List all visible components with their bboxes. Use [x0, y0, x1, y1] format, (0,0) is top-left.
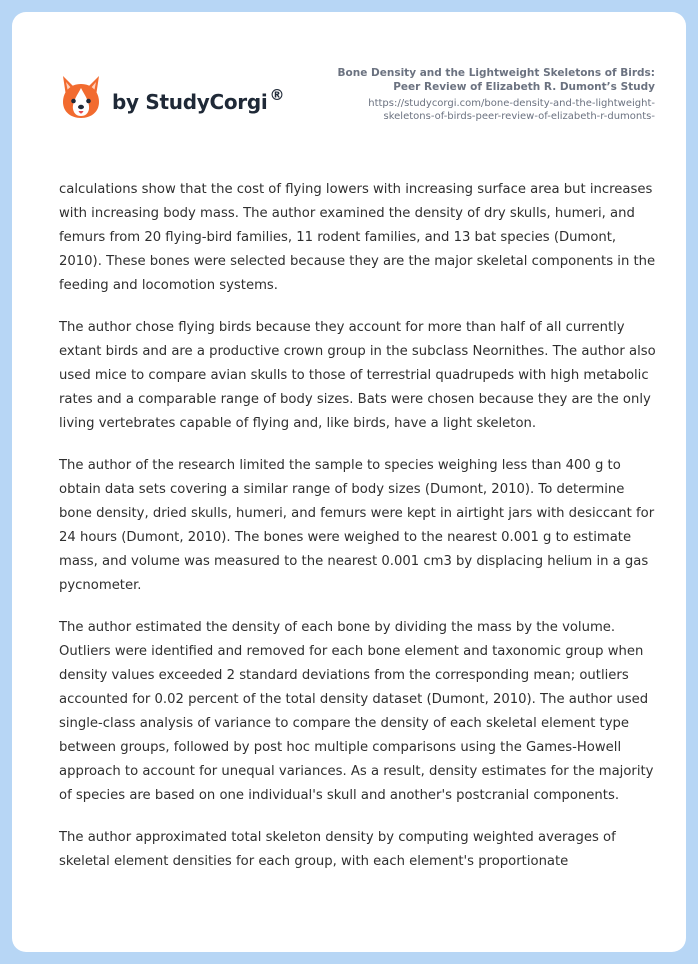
- registered-mark: ®: [269, 86, 285, 104]
- article-body: [59, 178, 657, 892]
- document-title: [325, 66, 655, 94]
- studycorgi-logo[interactable]: [60, 74, 284, 120]
- page-header: [12, 12, 686, 152]
- document-url-line-2: skeletons-of-birds-peer-review-of-elizabeth-r-dumonts-: [383, 111, 655, 122]
- paragraph: The author approximated total skeleton density by computing weighted averages of skeletal element densities for each group, with each element's proportionate: [59, 830, 616, 869]
- brand-name: by StudyCorgi ®: [112, 86, 285, 114]
- document-page: [12, 12, 686, 952]
- document-title-line-1: Bone Density and the Lightweight Skeletons of Birds:: [337, 67, 655, 79]
- paragraph: The author estimated the density of each bone by dividing the mass by the volume. Outliers were identified and removed for each bone element and taxonomic group when density values exceeded 2 standard deviations from the corresponding mean; outliers accounted for 0.02 percent of the total density dataset (Dumont, 2010). The author used single-class analysis of variance to compare the density of each skeletal element type between groups, followed by post hoc multiple comparisons using the Games-Howell approach to account for unequal variances. As a result, density estimates for the majority of species are based on one individual's skull and another's postcranial components.: [59, 620, 654, 803]
- paragraph: The author of the research limited the sample to species weighing less than 400 g to obtain data sets covering a similar range of body sizes (Dumont, 2010). To determine bone density, dried skulls, humeri, and femurs were kept in airtight jars with desiccant for 24 hours (Dumont, 2010). The bones were weighed to the nearest 0.001 g to estimate mass, and volume was measured to the nearest 0.001 cm3 by displacing helium in a gas pycnometer.: [59, 458, 655, 593]
- corgi-logo-icon: [60, 74, 102, 120]
- document-meta: [325, 66, 655, 123]
- paragraph: The author chose flying birds because they account for more than half of all currently extant birds and are a productive crown group in the subclass Neornithes. The author also used mice to compare avian skulls to those of terrestrial quadrupeds with high metabolic rates and a comparable range of body sizes. Bats were chosen because they are the only living vertebrates capable of flying and, like birds, have a light skeleton.: [59, 320, 656, 431]
- document-url[interactable]: [325, 97, 655, 123]
- document-title-line-2: Peer Review of Elizabeth R. Dumont’s Study: [393, 81, 655, 93]
- paragraph: calculations show that the cost of flying lowers with increasing surface area but increases with increasing body mass. The author examined the density of dry skulls, humeri, and femurs from 20 flying-bird families, 11 rodent families, and 13 bat species (Dumont, 2010). These bones were selected because they are the major skeletal components in the feeding and locomotion systems.: [59, 182, 656, 293]
- document-url-line-1: https://studycorgi.com/bone-density-and-the-lightweight-: [368, 98, 655, 109]
